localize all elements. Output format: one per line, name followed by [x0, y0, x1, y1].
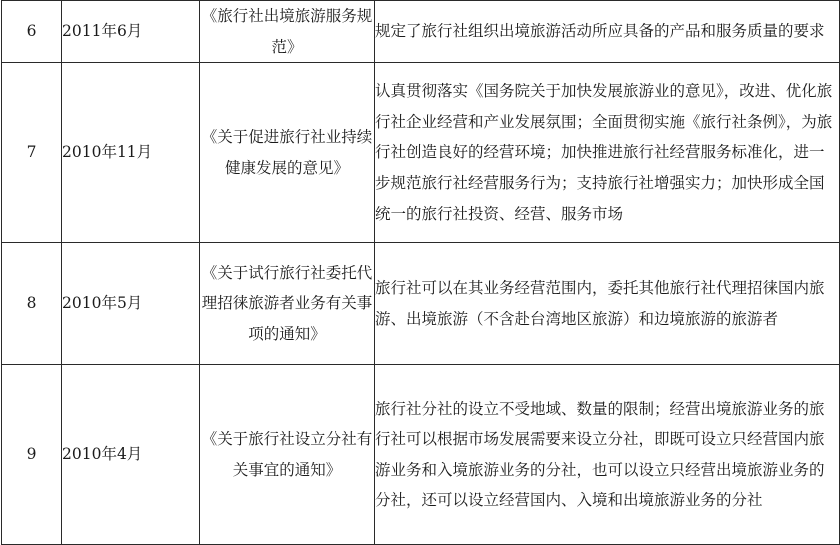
row-number: 9 [2, 365, 62, 545]
table-row [2, 63, 840, 243]
table-row [2, 243, 840, 365]
table-row [2, 365, 840, 545]
row-date: 2011年6月 [62, 1, 200, 63]
table-row [2, 1, 840, 63]
row-date: 2010年5月 [62, 243, 200, 365]
row-number: 7 [2, 63, 62, 243]
row-date: 2010年4月 [62, 365, 200, 545]
row-document-title: 《关于试行旅行社委托代理招徕旅游者业务有关事项的通知》 [200, 243, 375, 365]
row-number: 6 [2, 1, 62, 63]
row-number: 8 [2, 243, 62, 365]
row-document-title: 《旅行社出境旅游服务规范》 [200, 1, 375, 63]
row-document-title: 《关于促进旅行社业持续健康发展的意见》 [200, 63, 375, 243]
row-description: 旅行社分社的设立不受地域、数量的限制；经营出境旅游业务的旅行社可以根据市场发展需要来设立分社，即既可设立只经营国内旅游业务和入境旅游业务的分社，也可以设立只经营出境旅游业务的分社，还可以设立经营国内、入境和出境旅游业务的分社 [375, 365, 840, 545]
row-date: 2010年11月 [62, 63, 200, 243]
row-description: 规定了旅行社组织出境旅游活动所应具备的产品和服务质量的要求 [375, 1, 840, 63]
policy-table [1, 0, 840, 545]
row-description: 认真贯彻落实《国务院关于加快发展旅游业的意见》，改进、优化旅行社企业经营和产业发展氛围；全面贯彻实施《旅行社条例》，为旅行社创造良好的经营环境；加快推进旅行社经营服务标准化，进一步规范旅行社经营服务行为；支持旅行社增强实力；加快形成全国统一的旅行社投资、经营、服务市场 [375, 63, 840, 243]
row-description: 旅行社可以在其业务经营范围内，委托其他旅行社代理招徕国内旅游、出境旅游（不含赴台湾地区旅游）和边境旅游的旅游者 [375, 243, 840, 365]
row-document-title: 《关于旅行社设立分社有关事宜的通知》 [200, 365, 375, 545]
